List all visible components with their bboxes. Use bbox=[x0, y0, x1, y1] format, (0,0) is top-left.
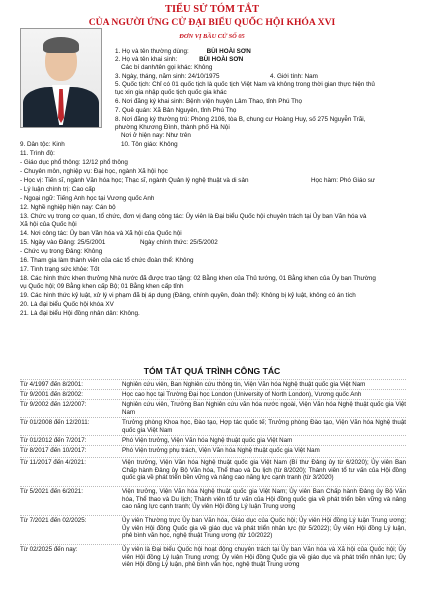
career-description: Nghiên cứu viên, Ban Nghiên cứu thông tin, Viện Văn hóa Nghệ thuật quốc gia Việt Nam bbox=[122, 381, 366, 388]
career-date: Từ 11/2017 đến 4/2021: bbox=[20, 459, 86, 466]
career-date: Từ 9/2001 đến 8/2002: bbox=[20, 391, 83, 398]
page-subtitle: CỦA NGƯỜI ỨNG CỬ ĐẠI BIỂU QUỐC HỘI KHÓA XVI bbox=[88, 17, 336, 28]
bio-line: vụ Quốc hội; 09 Bằng khen cấp Bộ; 01 Bằng khen cấp tỉnh bbox=[20, 283, 184, 290]
row-divider bbox=[20, 417, 406, 418]
bio-line: 10. Tôn giáo: Không bbox=[121, 141, 178, 148]
row-divider bbox=[20, 399, 406, 400]
career-date: Từ 5/2021 đến 6/2021: bbox=[20, 488, 83, 495]
bio-line: 3. Ngày, tháng, năm sinh: 24/10/1975 bbox=[115, 73, 220, 80]
bio-line: - Giáo dục phổ thông: 12/12 phổ thông bbox=[20, 159, 128, 166]
bio-line: 6. Nơi đăng ký khai sinh: Bệnh viện huyện Lâm Thao, tỉnh Phú Thọ bbox=[115, 98, 302, 105]
career-date: Từ 01/2008 đến 12/2011: bbox=[20, 419, 90, 426]
bio-line: 1. Họ và tên thường dùng: BÙI HOÀI SƠN bbox=[115, 48, 251, 55]
bio-line: 15. Ngày vào Đảng: 25/5/2001 bbox=[20, 239, 106, 246]
bio-line: 19. Các hình thức kỷ luật, xử lý vi phạm đã bị áp dụng (Đảng, chính quyền, đoàn thể): Không bị kỷ luật, không có án tích bbox=[20, 292, 356, 299]
career-description: Viện trưởng, Viện Văn hóa Nghệ thuật quốc gia Việt Nam; Ủy viên Ban Chấp hành Đảng ủy Bộ Văn hóa, Thể thao và Du lịch; Thành viên tổ tư vấn của Hội đồng quốc gia về phát triển bền vững và nâng cao năng lực cạnh tranh; Ủy viên Hội đồng Lý luận Trung ương bbox=[122, 488, 406, 511]
bio-line: 21. Là đại biểu Hội đồng nhân dân: Không. bbox=[20, 310, 140, 317]
career-date: Từ 7/2021 đến 02/2025: bbox=[20, 517, 87, 524]
career-description: Nghiên cứu viên, Trưởng Ban Nghiên cứu văn hóa nước ngoài, Viện Văn hóa Nghệ thuật quốc gia Việt Nam bbox=[122, 401, 406, 416]
row-divider bbox=[20, 515, 406, 516]
bio-line: 14. Nơi công tác: Ủy ban Văn hóa và Xã hội của Quốc hội bbox=[20, 230, 182, 237]
bio-line: Học hàm: Phó Giáo sư bbox=[311, 177, 376, 184]
career-description: Ủy viên Thường trực Ủy ban Văn hóa, Giáo dục của Quốc hội; Ủy viên Hội đồng Lý luận Trung ương; Ủy viên Hội đồng Quốc gia về giáo dục và phát triển nhân lực (từ 5/2022); Ủy viên Hội đồng Lý luận, phê bình văn học, nghệ thuật Trung ương (từ 10/2022) bbox=[122, 517, 406, 540]
bio-line: 5. Quốc tịch: Chỉ có 01 quốc tịch là quốc tịch Việt Nam và không trong thời gian thực hiện thủ bbox=[115, 81, 375, 88]
bio-line: phường Khương Đình, thành phố Hà Nội bbox=[115, 124, 230, 131]
page-title: TIỂU SỬ TÓM TẮT bbox=[164, 4, 260, 15]
bio-line: 7. Quê quán: Xã Bản Nguyên, tỉnh Phú Thọ bbox=[115, 107, 237, 114]
bio-line: 4. Giới tính: Nam bbox=[270, 73, 318, 80]
career-date: Từ 01/2012 đến 7/2017: bbox=[20, 437, 87, 444]
career-date: Từ 9/2002 đến 12/2007: bbox=[20, 401, 87, 408]
bio-line: 2. Họ và tên khai sinh: BÙI HOÀI SƠN bbox=[115, 56, 244, 63]
bio-line: 11. Trình độ: bbox=[20, 150, 55, 157]
row-divider bbox=[20, 389, 406, 390]
career-date: Từ 4/1997 đến 8/2001: bbox=[20, 381, 83, 388]
career-date: Từ 8/2017 đến 10/2017: bbox=[20, 447, 87, 454]
bio-line: 18. Các hình thức khen thưởng Nhà nước đã được trao tặng: 02 Bằng khen của Thủ tướng, 01 Bằng khen của Ủy ban Thường bbox=[20, 275, 376, 282]
row-divider bbox=[20, 457, 406, 458]
bio-line: Các bí danh/tên gọi khác: Không bbox=[121, 64, 213, 71]
career-description: Viện trưởng, Viện Văn hóa Nghệ thuật quốc gia Việt Nam (Bí thư Đảng ủy từ 6/2020); Ủy viên Ban Chấp hành Đảng ủy Bộ Văn hóa, Thể thao và Du lịch (từ 8/2020); Thành viên tổ tư vấn của Hội đồng quốc gia về phát triển bền vững và nâng cao năng lực cạnh tranh (từ 3/2020) bbox=[122, 459, 406, 482]
bio-line: tục xin gia nhập quốc tịch quốc gia khác bbox=[115, 89, 227, 96]
candidate-portrait bbox=[20, 28, 102, 128]
bio-line: - Học vị: Tiến sĩ, ngành Văn hóa học; Thạc sĩ, ngành Quản lý nghệ thuật và di sản bbox=[20, 177, 249, 184]
career-description: Phó Viện trưởng, Viện Văn hóa Nghệ thuật quốc gia Việt Nam bbox=[122, 437, 293, 444]
career-description: Học cao học tại Trường Đại học London (University of North London), Vương quốc Anh bbox=[122, 391, 362, 398]
row-divider bbox=[20, 379, 406, 380]
bio-line: - Lý luận chính trị: Cao cấp bbox=[20, 186, 96, 193]
bio-line: 8. Nơi đăng ký thường trú: Phòng 2106, tòa B, chung cư Hoàng Huy, số 275 Nguyễn Trãi, bbox=[115, 116, 366, 123]
electoral-unit: ĐƠN VỊ BẦU CỬ SỐ 05 bbox=[179, 33, 245, 40]
career-description: Phó Viện trưởng phụ trách, Viện Văn hóa Nghệ thuật quốc gia Việt Nam bbox=[122, 447, 320, 454]
career-description: Ủy viên là Đại biểu Quốc hội hoạt động chuyên trách tại Ủy ban Văn hóa và Xã hội của Quốc hội; Ủy viên Hội đồng Lý luận Trung ương; Ủy viên Hội đồng Quốc gia về giáo dục và phát triển nhân lực; Ủy viên Hội đồng Lý luận, phê bình văn học, nghệ thuật Trung ương bbox=[122, 546, 406, 569]
career-description: Trưởng phòng Khoa học, Đào tạo, Hợp tác quốc tế; Trưởng phòng Đào tạo, Viện Văn hóa Nghệ thuật quốc gia Việt Nam bbox=[122, 419, 406, 434]
bio-line: Nơi ở hiện nay: Như trên bbox=[121, 132, 191, 139]
bio-line: 9. Dân tộc: Kinh bbox=[20, 141, 65, 148]
bio-line: - Ngoại ngữ: Tiếng Anh học tại Vương quốc Anh bbox=[20, 195, 155, 202]
bio-line: Ngày chính thức: 25/5/2002 bbox=[140, 239, 218, 246]
career-date: Từ 02/2025 đến nay: bbox=[20, 546, 78, 553]
row-divider bbox=[20, 435, 406, 436]
bio-line: - Chuyên môn, nghiệp vụ: Đại học, ngành Xã hội học bbox=[20, 168, 168, 175]
row-divider bbox=[20, 445, 406, 446]
bio-line: - Chức vụ trong Đảng: Không bbox=[20, 248, 103, 255]
career-section-title: TÓM TẮT QUÁ TRÌNH CÔNG TÁC bbox=[143, 366, 281, 376]
row-divider bbox=[20, 486, 406, 487]
bio-line: Xã hội của Quốc hội bbox=[20, 221, 77, 228]
bio-line: 12. Nghề nghiệp hiện nay: Cán bộ bbox=[20, 204, 116, 211]
bio-line: 13. Chức vụ trong cơ quan, tổ chức, đơn vị đang công tác: Ủy viên là Đại biểu Quốc hội chuyên trách tại Ủy ban Văn hóa và bbox=[20, 213, 367, 220]
bio-line: 16. Tham gia làm thành viên của các tổ chức đoàn thể: Không bbox=[20, 257, 194, 264]
row-divider bbox=[20, 544, 406, 545]
bio-line: 20. Là đại biểu Quốc hội khóa XV bbox=[20, 301, 114, 308]
bio-line: 17. Tình trạng sức khỏe: Tốt bbox=[20, 266, 100, 273]
